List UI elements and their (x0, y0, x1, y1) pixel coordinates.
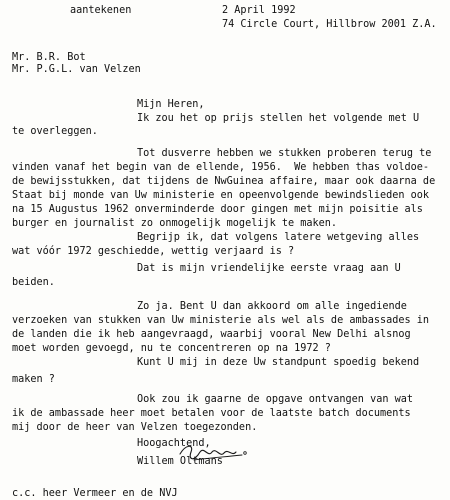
closing-greeting: Hoogachtend, (137, 438, 211, 449)
body-line: beiden. (12, 277, 55, 288)
body-line: ik de ambassade heer moet betalen voor de laatste batch documents (12, 408, 411, 419)
body-line: Begrijp ik, dat volgens latere wetgeving alles (137, 232, 420, 243)
body-line: wat vóór 1972 geschiedde, wettig verjaard is ? (12, 246, 295, 257)
body-line: Kunt U mij in deze Uw standpunt spoedig bekend (137, 357, 420, 368)
body-line: maken ? (12, 374, 55, 385)
body-line: vinden vanaf het begin van de ellende, 1956. We hebben thas voldoe- (12, 162, 430, 173)
letter-date: 2 April 1992 (222, 5, 296, 16)
sender-address: 74 Circle Court, Hillbrow 2001 Z.A. (222, 19, 437, 30)
carbon-copy-line: c.c. heer Vermeer en de NVJ (12, 488, 178, 499)
body-line: moet worden gevoegd, nu te concentreren op na 1972 ? (12, 343, 331, 354)
body-line: de bewijsstukken, dat tijdens de NwGuinea affaire, maar ook daarna de (12, 176, 436, 187)
body-line: Tot dusverre hebben we stukken proberen terug te (137, 148, 432, 159)
signer-name: Willem Oltmans (137, 456, 223, 467)
body-line: burger en journalist zo onmogelijk mogelijk te maken. (12, 218, 338, 229)
body-line: verzoeken van stukken van Uw ministerie als wel als de ambassades in (12, 315, 430, 326)
body-line: Zo ja. Bent U dan akkoord om alle ingediende (137, 301, 407, 312)
body-line: na 15 Augustus 1962 onverminderde door gingen met mijn poisitie als (12, 204, 423, 215)
body-line: mij door de heer van Velzen toegezonden. (12, 422, 258, 433)
salutation: Mijn Heren, (137, 99, 205, 110)
registered-mail-label: aantekenen (70, 5, 132, 16)
body-line: Ook zou ik gaarne de opgave ontvangen van wat (137, 394, 414, 405)
recipient-1: Mr. B.R. Bot (12, 52, 86, 63)
body-line: Staat bij monde van Uw ministerie en opeenvolgende bewindslieden ook (12, 190, 430, 201)
body-line: Ik zou het op prijs stellen het volgende met U (137, 113, 420, 124)
body-line: te overleggen. (12, 126, 98, 137)
body-line: Dat is mijn vriendelijke eerste vraag aan U (137, 263, 401, 274)
recipient-2: Mr. P.G.L. van Velzen (12, 64, 141, 75)
body-line: de landen die ik heb aangevraagd, waarbij vooral New Delhi alsnog (12, 329, 411, 340)
